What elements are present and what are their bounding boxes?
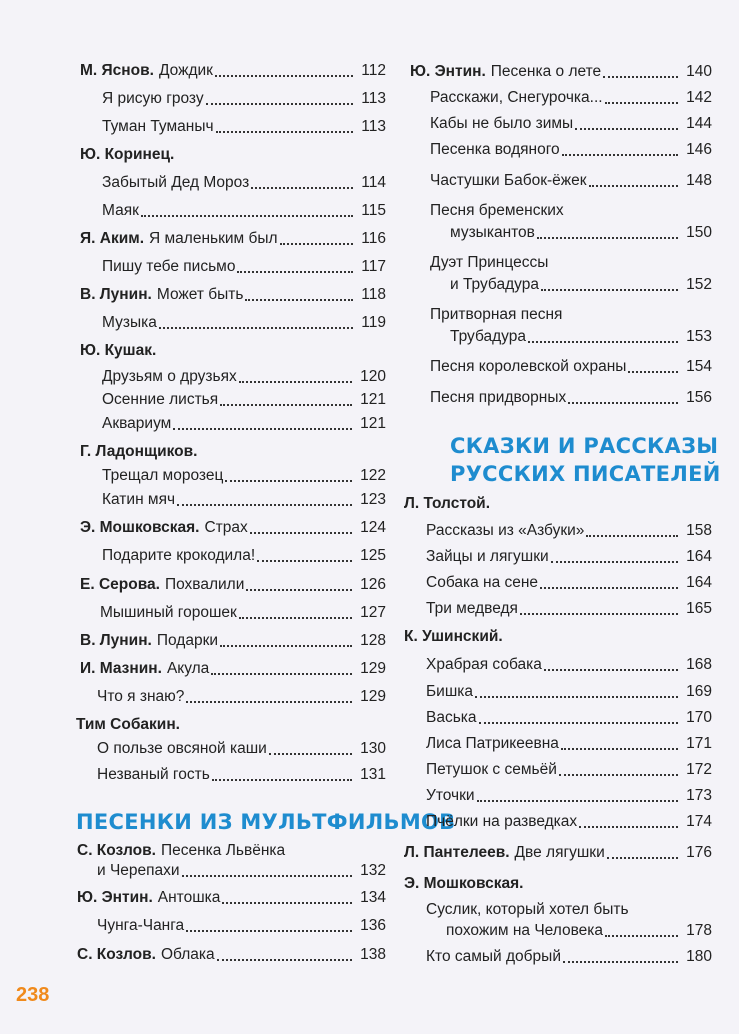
toc-title[interactable]: Песенка о лете: [490, 63, 602, 80]
toc-title[interactable]: Я маленьким был: [149, 230, 278, 247]
toc-page-number: 120: [360, 368, 386, 385]
toc-page-number: 119: [361, 314, 386, 331]
toc-title[interactable]: Уточки: [426, 787, 475, 804]
section-heading-tales-line2: РУССКИХ ПИСАТЕЛЕЙ: [450, 462, 721, 486]
toc-page-number: 112: [361, 62, 386, 79]
toc-title[interactable]: Трещал морозец: [102, 467, 224, 484]
section-heading-cartoon-songs: ПЕСЕНКИ ИЗ МУЛЬТФИЛЬМОВ: [76, 810, 456, 834]
toc-page-number: 152: [686, 276, 712, 293]
leader-dots: [479, 712, 679, 724]
toc-title[interactable]: Облака: [160, 946, 215, 963]
toc-title[interactable]: Маяк: [102, 202, 139, 219]
leader-dots: [605, 925, 678, 937]
toc-title[interactable]: Рассказы из «Азбуки»: [426, 522, 585, 539]
toc-page-number: 136: [360, 917, 386, 934]
leader-dots: [589, 175, 679, 187]
toc-title[interactable]: музыкантов: [450, 224, 535, 241]
leader-dots: [239, 371, 352, 383]
toc-page-number: 127: [360, 604, 386, 621]
toc-title[interactable]: похожим на Человека: [446, 922, 604, 939]
toc-page-number: 178: [686, 922, 712, 939]
toc-author: Е. Серова.: [80, 576, 160, 593]
leader-dots: [559, 764, 678, 776]
toc-page-number: 129: [360, 688, 386, 705]
toc-title[interactable]: Три медведя: [426, 600, 518, 617]
toc-page-number: 113: [361, 90, 386, 107]
leader-dots: [141, 205, 353, 217]
toc-page-number: 142: [686, 89, 712, 106]
toc-author: Ю. Кушак.: [80, 342, 157, 359]
toc-page-number: 118: [361, 286, 386, 303]
toc-title[interactable]: Суслик, который хотел быть: [426, 901, 629, 918]
toc-title[interactable]: Песня бременских: [430, 202, 564, 219]
toc-page-number: 174: [686, 813, 712, 830]
toc-title[interactable]: Аквариум: [102, 415, 172, 432]
toc-title[interactable]: Мышиный горошек: [100, 604, 237, 621]
toc-author: Г. Ладонщиков.: [80, 443, 198, 460]
leader-dots: [628, 361, 678, 373]
toc-title[interactable]: Друзьям о друзьях: [102, 368, 237, 385]
toc-page-number: 158: [686, 522, 712, 539]
toc-author: М. Яснов.: [80, 62, 154, 79]
leader-dots: [537, 227, 678, 239]
toc-title[interactable]: Расскажи, Снегурочка...: [430, 89, 603, 106]
toc-title[interactable]: Акула: [166, 660, 210, 677]
leader-dots: [177, 494, 352, 506]
leader-dots: [605, 92, 679, 104]
toc-title[interactable]: Антошка: [157, 889, 221, 906]
toc-author: К. Ушинский.: [404, 628, 503, 645]
toc-title[interactable]: Подарите крокодила!: [102, 547, 256, 564]
leader-dots: [561, 738, 678, 750]
leader-dots: [220, 635, 352, 647]
toc-page-number: 164: [686, 574, 712, 591]
leader-dots: [245, 289, 353, 301]
toc-author: С. Козлов.: [77, 842, 156, 859]
toc-page-number: 125: [360, 547, 386, 564]
toc-title[interactable]: Кто самый добрый: [426, 948, 561, 965]
toc-title[interactable]: Похвалили: [164, 576, 245, 593]
toc-title[interactable]: Дождик: [158, 62, 213, 79]
leader-dots: [540, 577, 678, 589]
toc-title[interactable]: и Черепахи: [97, 862, 180, 879]
toc-title[interactable]: Зайцы и лягушки: [426, 548, 549, 565]
toc-page-number: 148: [686, 172, 712, 189]
toc-page-number: 173: [686, 787, 712, 804]
toc-title[interactable]: Забытый Дед Мороз: [102, 174, 250, 191]
leader-dots: [562, 144, 678, 156]
toc-page-number: 150: [686, 224, 712, 241]
leader-dots: [475, 686, 678, 698]
leader-dots: [603, 66, 678, 78]
toc-page-number: 130: [360, 740, 386, 757]
toc-author: Ю. Коринец.: [80, 146, 175, 163]
toc-title[interactable]: Частушки Бабок-ёжек: [430, 172, 587, 189]
leader-dots: [212, 769, 352, 781]
toc-page-number: 113: [361, 118, 386, 135]
toc-page-number: 116: [361, 230, 386, 247]
toc-page-number: 121: [360, 391, 386, 408]
toc-page-number: 117: [361, 258, 386, 275]
toc-title[interactable]: Катин мяч: [102, 491, 176, 508]
toc-author: Я. Аким.: [80, 230, 145, 247]
toc-page-number: 126: [360, 576, 386, 593]
leader-dots: [575, 118, 678, 130]
leader-dots: [222, 892, 352, 904]
toc-title[interactable]: Незваный гость: [97, 766, 210, 783]
toc-author: В. Лунин.: [80, 286, 152, 303]
toc-page-number: 122: [360, 467, 386, 484]
leader-dots: [541, 279, 678, 291]
toc-page-number: 170: [686, 709, 712, 726]
toc-page-number: 172: [686, 761, 712, 778]
toc-title[interactable]: Осенние листья: [102, 391, 219, 408]
page-number: 238: [16, 984, 50, 1006]
toc-page-number: 144: [686, 115, 712, 132]
leader-dots: [520, 603, 678, 615]
toc-page-number: 114: [361, 174, 386, 191]
toc-page-number: 146: [686, 141, 712, 158]
leader-dots: [239, 607, 352, 619]
leader-dots: [257, 550, 352, 562]
leader-dots: [607, 847, 678, 859]
toc-title[interactable]: Песенка водяного: [430, 141, 560, 158]
toc-title[interactable]: и Трубадура: [450, 276, 539, 293]
toc-page-number: 168: [686, 656, 712, 673]
toc-title[interactable]: Чунга-Чанга: [97, 917, 185, 934]
leader-dots: [551, 551, 678, 563]
leader-dots: [528, 331, 678, 343]
leader-dots: [220, 394, 352, 406]
toc-author: В. Лунин.: [80, 632, 152, 649]
toc-title[interactable]: Песня придворных: [430, 389, 567, 406]
toc-author: С. Козлов.: [77, 946, 156, 963]
leader-dots: [237, 261, 353, 273]
leader-dots: [568, 392, 678, 404]
leader-dots: [586, 525, 678, 537]
leader-dots: [186, 920, 352, 932]
toc-page-number: 115: [361, 202, 386, 219]
toc-title[interactable]: Песенка Львёнка: [160, 842, 286, 859]
leader-dots: [211, 663, 352, 675]
toc-page-number: 128: [360, 632, 386, 649]
leader-dots: [544, 659, 678, 671]
leader-dots: [217, 949, 352, 961]
toc-title[interactable]: Пишу тебе письмо: [102, 258, 236, 275]
toc-author: Ю. Энтин.: [410, 63, 486, 80]
toc-page-number: 132: [360, 862, 386, 879]
toc-title[interactable]: Может быть: [156, 286, 244, 303]
leader-dots: [246, 579, 352, 591]
toc-page-number: 131: [360, 766, 386, 783]
toc-title[interactable]: Песня королевской охраны: [430, 358, 627, 375]
leader-dots: [186, 691, 352, 703]
toc-title[interactable]: Притворная песня: [430, 306, 563, 323]
toc-page-number: 121: [360, 415, 386, 432]
leader-dots: [225, 470, 352, 482]
toc-page-number: 165: [686, 600, 712, 617]
toc-author: Э. Мошковская.: [80, 519, 200, 536]
toc-page-number: 124: [360, 519, 386, 536]
toc-page-number: 169: [686, 683, 712, 700]
leader-dots: [216, 121, 354, 133]
toc-page-number: 140: [686, 63, 712, 80]
toc-author: Тим Собакин.: [76, 716, 180, 733]
toc-author: Ю. Энтин.: [77, 889, 153, 906]
toc-title[interactable]: Музыка: [102, 314, 157, 331]
leader-dots: [182, 865, 353, 877]
toc-title[interactable]: Бишка: [426, 683, 474, 700]
toc-author: Л. Пантелеев.: [404, 844, 510, 861]
toc-title[interactable]: Дуэт Принцессы: [430, 254, 549, 271]
leader-dots: [206, 93, 354, 105]
toc-title[interactable]: О пользе овсяной каши: [97, 740, 267, 757]
leader-dots: [579, 816, 678, 828]
toc-author: Э. Мошковская.: [404, 875, 524, 892]
toc-page-number: 138: [360, 946, 386, 963]
toc-title[interactable]: Храбрая собака: [426, 656, 542, 673]
leader-dots: [159, 317, 353, 329]
leader-dots: [173, 418, 352, 430]
toc-page-number: 153: [686, 328, 712, 345]
toc-title[interactable]: Собака на сене: [426, 574, 539, 591]
toc-page-number: 180: [686, 948, 712, 965]
toc-title[interactable]: Кабы не было зимы: [430, 115, 574, 132]
toc-title[interactable]: Две лягушки: [514, 844, 605, 861]
toc-title[interactable]: Туман Туманыч: [102, 118, 214, 135]
section-heading-tales-line1: СКАЗКИ И РАССКАЗЫ: [450, 434, 719, 458]
leader-dots: [215, 65, 353, 77]
toc-title[interactable]: Васька: [426, 709, 477, 726]
toc-title[interactable]: Пчёлки на разведках: [426, 813, 578, 830]
leader-dots: [269, 743, 352, 755]
toc-page-number: 171: [686, 735, 712, 752]
leader-dots: [280, 233, 354, 245]
toc-page-number: 129: [360, 660, 386, 677]
leader-dots: [563, 951, 678, 963]
toc-title[interactable]: Что я знаю?: [97, 688, 185, 705]
leader-dots: [477, 790, 679, 802]
leader-dots: [250, 522, 352, 534]
toc-title[interactable]: Лиса Патрикеевна: [426, 735, 559, 752]
toc-page-number: 123: [360, 491, 386, 508]
toc-title[interactable]: Петушок с семьёй: [426, 761, 557, 778]
toc-title[interactable]: Трубадура: [450, 328, 526, 345]
toc-page-number: 134: [360, 889, 386, 906]
toc-page-number: 164: [686, 548, 712, 565]
toc-page-number: 176: [686, 844, 712, 861]
leader-dots: [251, 177, 353, 189]
toc-author: И. Мазнин.: [80, 660, 162, 677]
toc-title[interactable]: Подарки: [156, 632, 219, 649]
toc-title[interactable]: Я рисую грозу: [102, 90, 204, 107]
toc-author: Л. Толстой.: [404, 495, 491, 512]
toc-page-number: 154: [686, 358, 712, 375]
toc-page-number: 156: [686, 389, 712, 406]
toc-title[interactable]: Страх: [204, 519, 248, 536]
